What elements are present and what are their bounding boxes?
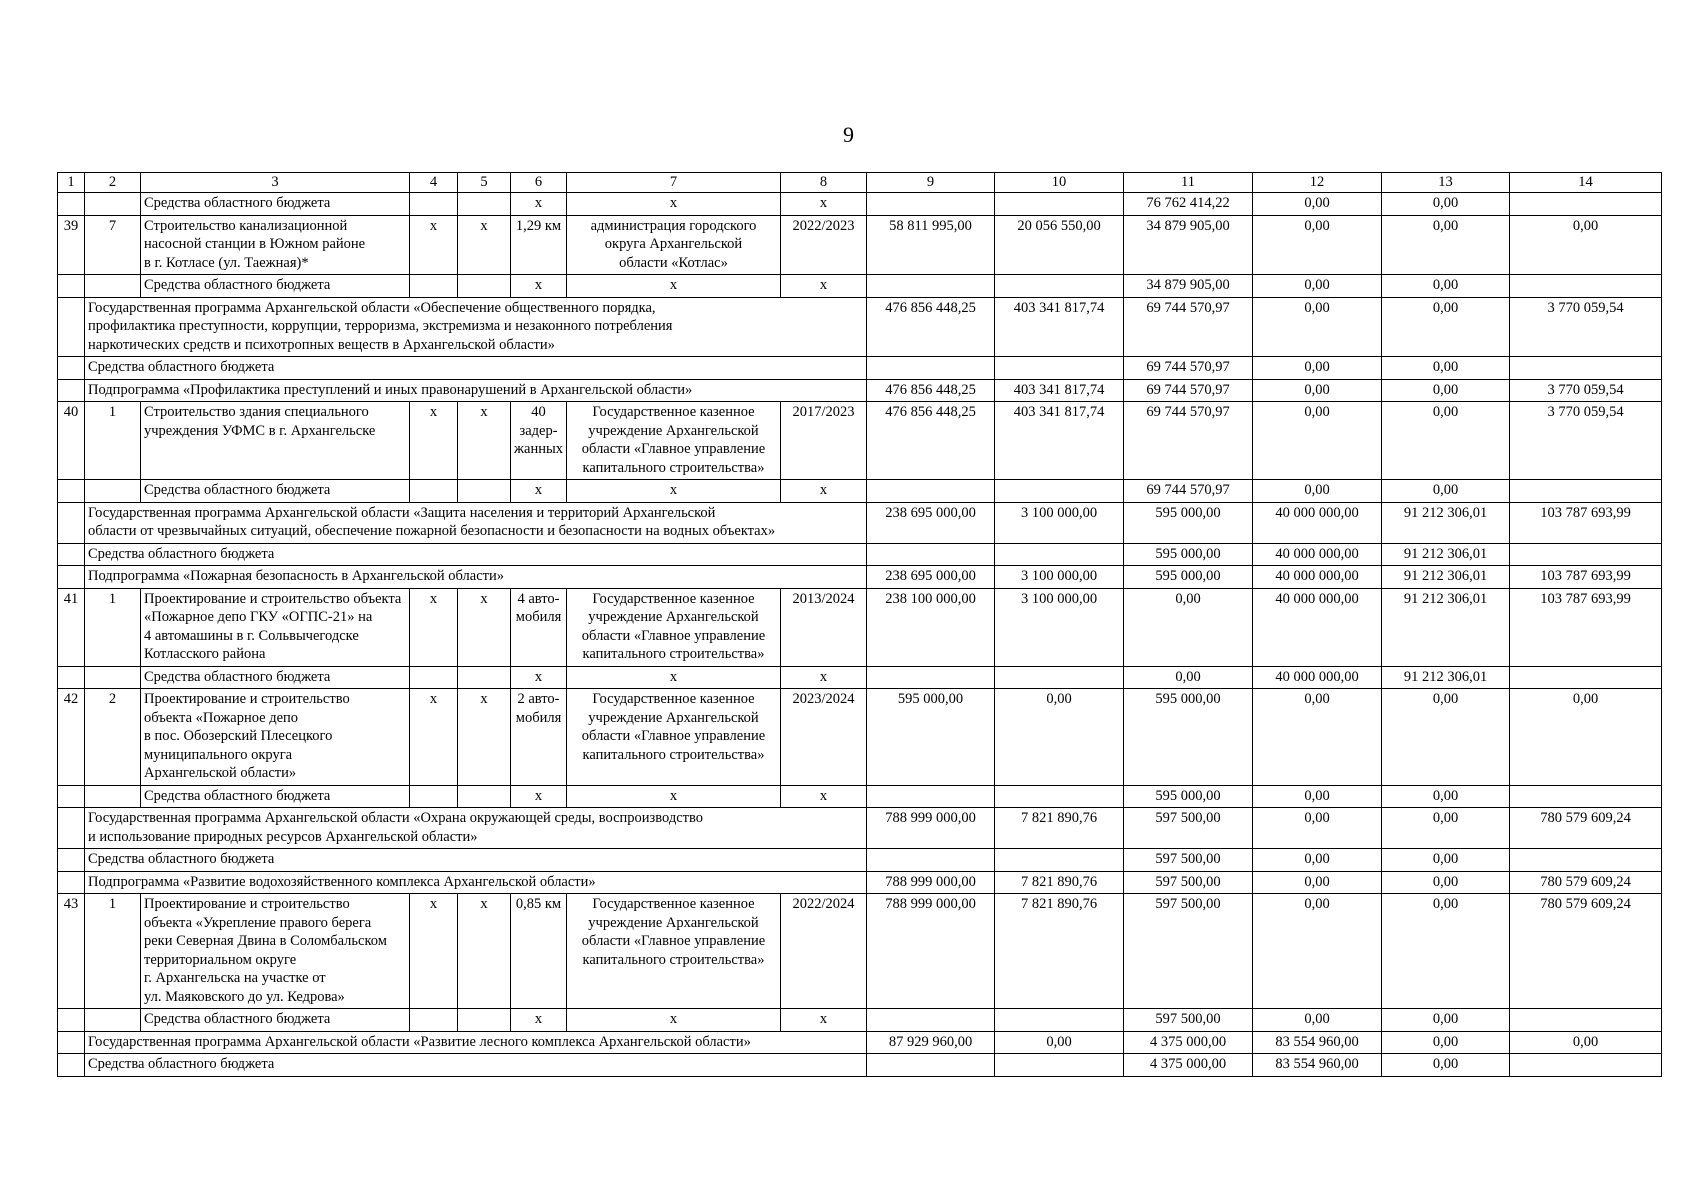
amount-column-9: 87 929 960,00 bbox=[867, 1031, 995, 1054]
column-header: 8 bbox=[781, 173, 867, 193]
column-6-value: х bbox=[511, 1009, 567, 1032]
amount-column-10: 7 821 890,76 bbox=[995, 808, 1124, 849]
amount-column-9: 476 856 448,25 bbox=[867, 297, 995, 357]
column-header: 3 bbox=[141, 173, 410, 193]
empty-cell bbox=[410, 275, 458, 298]
construction-period: 2023/2024 bbox=[781, 689, 867, 786]
column-6-value: х bbox=[511, 666, 567, 689]
column-8-value: х bbox=[781, 1009, 867, 1032]
amount-column-14: 103 787 693,99 bbox=[1510, 588, 1662, 666]
amount-column-11: 34 879 905,00 bbox=[1124, 275, 1253, 298]
empty-cell bbox=[58, 502, 85, 543]
page-number: 9 bbox=[843, 122, 854, 147]
program-title: Подпрограмма «Развитие водохозяйственного комплекса Архангельской области» bbox=[85, 871, 867, 894]
empty-cell bbox=[410, 193, 458, 216]
empty-cell bbox=[410, 785, 458, 808]
amount-column-12: 40 000 000,00 bbox=[1253, 566, 1382, 589]
amount-column-12: 0,00 bbox=[1253, 275, 1382, 298]
amount-column-11: 595 000,00 bbox=[1124, 566, 1253, 589]
regional-budget-row bbox=[58, 849, 1662, 872]
amount-column-10 bbox=[995, 357, 1124, 380]
amount-column-13: 0,00 bbox=[1382, 379, 1510, 402]
column-7-value: х bbox=[567, 666, 781, 689]
amount-column-11: 69 744 570,97 bbox=[1124, 402, 1253, 480]
program-row bbox=[58, 871, 1662, 894]
column-4-value: х bbox=[410, 689, 458, 786]
regional-budget-row bbox=[58, 543, 1662, 566]
program-title: Государственная программа Архангельской области «Защита населения и территорий Архангельской области от чрезвычайных ситуаций, обеспечение пожарной безопасности и безопасности на водных объектах» bbox=[85, 502, 867, 543]
regional-budget-row bbox=[58, 193, 1662, 216]
amount-column-9 bbox=[867, 193, 995, 216]
amount-column-10: 3 100 000,00 bbox=[995, 588, 1124, 666]
amount-column-10: 20 056 550,00 bbox=[995, 215, 1124, 275]
empty-cell bbox=[85, 666, 141, 689]
amount-column-11: 595 000,00 bbox=[1124, 502, 1253, 543]
empty-cell bbox=[58, 275, 85, 298]
empty-cell bbox=[58, 849, 85, 872]
amount-column-11: 597 500,00 bbox=[1124, 849, 1253, 872]
empty-cell bbox=[58, 357, 85, 380]
row-label: Средства областного бюджета bbox=[85, 543, 867, 566]
program-title: Подпрограмма «Пожарная безопасность в Архангельской области» bbox=[85, 566, 867, 589]
capacity-value: 1,29 км bbox=[511, 215, 567, 275]
empty-cell bbox=[58, 785, 85, 808]
column-header: 10 bbox=[995, 173, 1124, 193]
amount-column-11: 69 744 570,97 bbox=[1124, 480, 1253, 503]
program-title: Государственная программа Архангельской области «Развитие лесного комплекса Архангельской области» bbox=[85, 1031, 867, 1054]
amount-column-14 bbox=[1510, 543, 1662, 566]
subitem-number: 1 bbox=[85, 402, 141, 480]
amount-column-12: 0,00 bbox=[1253, 808, 1382, 849]
empty-cell bbox=[458, 193, 511, 216]
column-8-value: х bbox=[781, 275, 867, 298]
empty-cell bbox=[58, 566, 85, 589]
amount-column-14: 103 787 693,99 bbox=[1510, 566, 1662, 589]
amount-column-10: 7 821 890,76 bbox=[995, 871, 1124, 894]
empty-cell bbox=[58, 808, 85, 849]
amount-column-14: 3 770 059,54 bbox=[1510, 297, 1662, 357]
construction-period: 2013/2024 bbox=[781, 588, 867, 666]
program-row bbox=[58, 297, 1662, 357]
amount-column-13: 91 212 306,01 bbox=[1382, 666, 1510, 689]
empty-cell bbox=[410, 480, 458, 503]
amount-column-13: 0,00 bbox=[1382, 1054, 1510, 1077]
amount-column-13: 0,00 bbox=[1382, 193, 1510, 216]
amount-column-11: 69 744 570,97 bbox=[1124, 379, 1253, 402]
column-header: 12 bbox=[1253, 173, 1382, 193]
column-8-value: х bbox=[781, 480, 867, 503]
program-title: Государственная программа Архангельской области «Обеспечение общественного порядка, профилактика преступности, коррупции, терроризма, экстремизма и незаконного потребления наркотических средств и психотропных веществ в Архангельской области» bbox=[85, 297, 867, 357]
amount-column-11: 597 500,00 bbox=[1124, 871, 1253, 894]
amount-column-9 bbox=[867, 1009, 995, 1032]
amount-column-10: 403 341 817,74 bbox=[995, 379, 1124, 402]
amount-column-12: 83 554 960,00 bbox=[1253, 1031, 1382, 1054]
amount-column-11: 597 500,00 bbox=[1124, 1009, 1253, 1032]
column-5-value: х bbox=[458, 894, 511, 1009]
amount-column-12: 0,00 bbox=[1253, 215, 1382, 275]
amount-column-10 bbox=[995, 193, 1124, 216]
amount-column-14: 103 787 693,99 bbox=[1510, 502, 1662, 543]
amount-column-10 bbox=[995, 785, 1124, 808]
empty-cell bbox=[58, 666, 85, 689]
empty-cell bbox=[85, 275, 141, 298]
column-6-value: х bbox=[511, 275, 567, 298]
amount-column-11: 69 744 570,97 bbox=[1124, 357, 1253, 380]
column-6-value: х bbox=[511, 785, 567, 808]
amount-column-13: 0,00 bbox=[1382, 689, 1510, 786]
amount-column-9 bbox=[867, 666, 995, 689]
amount-column-12: 0,00 bbox=[1253, 1009, 1382, 1032]
empty-cell bbox=[58, 543, 85, 566]
object-name: Строительство канализационной насосной станции в Южном районе в г. Котласе (ул. Таежная)* bbox=[141, 215, 410, 275]
amount-column-12: 40 000 000,00 bbox=[1253, 588, 1382, 666]
object-row bbox=[58, 215, 1662, 275]
amount-column-10: 7 821 890,76 bbox=[995, 894, 1124, 1009]
column-6-value: х bbox=[511, 193, 567, 216]
capacity-value: 4 авто- мобиля bbox=[511, 588, 567, 666]
amount-column-9 bbox=[867, 785, 995, 808]
row-label: Средства областного бюджета bbox=[141, 480, 410, 503]
column-7-value: х bbox=[567, 275, 781, 298]
customer-name: администрация городского округа Архангельской области «Котлас» bbox=[567, 215, 781, 275]
column-header: 4 bbox=[410, 173, 458, 193]
amount-column-10 bbox=[995, 275, 1124, 298]
program-title: Государственная программа Архангельской области «Охрана окружающей среды, воспроизводство и использование природных ресурсов Архангельской области» bbox=[85, 808, 867, 849]
row-label: Средства областного бюджета bbox=[85, 357, 867, 380]
column-header: 5 bbox=[458, 173, 511, 193]
column-number-header-row bbox=[58, 173, 1662, 193]
column-4-value: х bbox=[410, 215, 458, 275]
amount-column-10 bbox=[995, 1009, 1124, 1032]
column-8-value: х bbox=[781, 193, 867, 216]
subitem-number: 7 bbox=[85, 215, 141, 275]
row-number: 41 bbox=[58, 588, 85, 666]
amount-column-11: 597 500,00 bbox=[1124, 894, 1253, 1009]
amount-column-14 bbox=[1510, 357, 1662, 380]
amount-column-11: 0,00 bbox=[1124, 588, 1253, 666]
amount-column-9 bbox=[867, 543, 995, 566]
amount-column-11: 595 000,00 bbox=[1124, 785, 1253, 808]
column-6-value: х bbox=[511, 480, 567, 503]
amount-column-14: 780 579 609,24 bbox=[1510, 808, 1662, 849]
empty-cell bbox=[58, 1054, 85, 1077]
amount-column-9: 58 811 995,00 bbox=[867, 215, 995, 275]
object-name: Проектирование и строительство объекта «Укрепление правого берега реки Северная Двина в Соломбальском территориальном округе г. Архангельска на участке от ул. Маяковского до ул. Кедрова» bbox=[141, 894, 410, 1009]
empty-cell bbox=[58, 1009, 85, 1032]
object-name: Проектирование и строительство объекта «Пожарное депо ГКУ «ОГПС-21» на 4 автомашины в г. Сольвычегодске Котласского района bbox=[141, 588, 410, 666]
row-number: 39 bbox=[58, 215, 85, 275]
amount-column-12: 0,00 bbox=[1253, 871, 1382, 894]
empty-cell bbox=[458, 666, 511, 689]
row-label: Средства областного бюджета bbox=[141, 193, 410, 216]
amount-column-12: 0,00 bbox=[1253, 480, 1382, 503]
row-number: 40 bbox=[58, 402, 85, 480]
amount-column-10 bbox=[995, 849, 1124, 872]
amount-column-10: 3 100 000,00 bbox=[995, 566, 1124, 589]
row-label: Средства областного бюджета bbox=[141, 1009, 410, 1032]
column-5-value: х bbox=[458, 689, 511, 786]
amount-column-13: 0,00 bbox=[1382, 785, 1510, 808]
amount-column-13: 0,00 bbox=[1382, 849, 1510, 872]
customer-name: Государственное казенное учреждение Архангельской области «Главное управление капитального строительства» bbox=[567, 894, 781, 1009]
construction-period: 2017/2023 bbox=[781, 402, 867, 480]
amount-column-9 bbox=[867, 275, 995, 298]
amount-column-14 bbox=[1510, 849, 1662, 872]
amount-column-12: 40 000 000,00 bbox=[1253, 502, 1382, 543]
capacity-value: 40 задер- жанных bbox=[511, 402, 567, 480]
amount-column-11: 4 375 000,00 bbox=[1124, 1031, 1253, 1054]
amount-column-9 bbox=[867, 357, 995, 380]
column-5-value: х bbox=[458, 402, 511, 480]
column-header: 9 bbox=[867, 173, 995, 193]
column-8-value: х bbox=[781, 666, 867, 689]
amount-column-12: 0,00 bbox=[1253, 689, 1382, 786]
amount-column-10: 403 341 817,74 bbox=[995, 297, 1124, 357]
amount-column-13: 0,00 bbox=[1382, 357, 1510, 380]
amount-column-9: 238 695 000,00 bbox=[867, 566, 995, 589]
column-7-value: х bbox=[567, 785, 781, 808]
amount-column-14: 0,00 bbox=[1510, 689, 1662, 786]
column-7-value: х bbox=[567, 193, 781, 216]
amount-column-14 bbox=[1510, 193, 1662, 216]
amount-column-11: 597 500,00 bbox=[1124, 808, 1253, 849]
amount-column-12: 0,00 bbox=[1253, 402, 1382, 480]
regional-budget-row bbox=[58, 357, 1662, 380]
column-header: 6 bbox=[511, 173, 567, 193]
empty-cell bbox=[58, 480, 85, 503]
amount-column-12: 40 000 000,00 bbox=[1253, 666, 1382, 689]
amount-column-14: 3 770 059,54 bbox=[1510, 379, 1662, 402]
amount-column-12: 0,00 bbox=[1253, 193, 1382, 216]
amount-column-13: 91 212 306,01 bbox=[1382, 502, 1510, 543]
amount-column-13: 0,00 bbox=[1382, 215, 1510, 275]
amount-column-9: 788 999 000,00 bbox=[867, 871, 995, 894]
empty-cell bbox=[85, 785, 141, 808]
row-label: Средства областного бюджета bbox=[141, 785, 410, 808]
construction-period: 2022/2023 bbox=[781, 215, 867, 275]
empty-cell bbox=[410, 1009, 458, 1032]
empty-cell bbox=[458, 785, 511, 808]
customer-name: Государственное казенное учреждение Архангельской области «Главное управление капитального строительства» bbox=[567, 588, 781, 666]
column-8-value: х bbox=[781, 785, 867, 808]
amount-column-12: 0,00 bbox=[1253, 297, 1382, 357]
amount-column-12: 0,00 bbox=[1253, 357, 1382, 380]
amount-column-11: 595 000,00 bbox=[1124, 543, 1253, 566]
column-header: 1 bbox=[58, 173, 85, 193]
amount-column-12: 0,00 bbox=[1253, 379, 1382, 402]
empty-cell bbox=[85, 480, 141, 503]
amount-column-10: 403 341 817,74 bbox=[995, 402, 1124, 480]
amount-column-14: 3 770 059,54 bbox=[1510, 402, 1662, 480]
column-4-value: х bbox=[410, 588, 458, 666]
program-row bbox=[58, 502, 1662, 543]
column-5-value: х bbox=[458, 588, 511, 666]
column-header: 13 bbox=[1382, 173, 1510, 193]
amount-column-13: 0,00 bbox=[1382, 275, 1510, 298]
column-5-value: х bbox=[458, 215, 511, 275]
column-header: 2 bbox=[85, 173, 141, 193]
empty-cell bbox=[458, 480, 511, 503]
object-name: Проектирование и строительство объекта «Пожарное депо в пос. Обозерский Плесецкого муниципального округа Архангельской области» bbox=[141, 689, 410, 786]
amount-column-11: 4 375 000,00 bbox=[1124, 1054, 1253, 1077]
row-number: 43 bbox=[58, 894, 85, 1009]
amount-column-9: 595 000,00 bbox=[867, 689, 995, 786]
capacity-value: 0,85 км bbox=[511, 894, 567, 1009]
program-title: Подпрограмма «Профилактика преступлений и иных правонарушений в Архангельской области» bbox=[85, 379, 867, 402]
amount-column-9 bbox=[867, 480, 995, 503]
amount-column-13: 0,00 bbox=[1382, 1031, 1510, 1054]
amount-column-13: 0,00 bbox=[1382, 297, 1510, 357]
subitem-number: 2 bbox=[85, 689, 141, 786]
empty-cell bbox=[58, 379, 85, 402]
amount-column-13: 91 212 306,01 bbox=[1382, 543, 1510, 566]
column-7-value: х bbox=[567, 1009, 781, 1032]
amount-column-14 bbox=[1510, 480, 1662, 503]
amount-column-9: 238 100 000,00 bbox=[867, 588, 995, 666]
amount-column-10: 3 100 000,00 bbox=[995, 502, 1124, 543]
column-4-value: х bbox=[410, 894, 458, 1009]
amount-column-14: 780 579 609,24 bbox=[1510, 894, 1662, 1009]
empty-cell bbox=[58, 871, 85, 894]
program-row bbox=[58, 808, 1662, 849]
amount-column-13: 0,00 bbox=[1382, 808, 1510, 849]
customer-name: Государственное казенное учреждение Архангельской области «Главное управление капитального строительства» bbox=[567, 689, 781, 786]
amount-column-14 bbox=[1510, 785, 1662, 808]
amount-column-13: 0,00 bbox=[1382, 402, 1510, 480]
amount-column-9: 476 856 448,25 bbox=[867, 379, 995, 402]
column-7-value: х bbox=[567, 480, 781, 503]
amount-column-10 bbox=[995, 543, 1124, 566]
amount-column-13: 0,00 bbox=[1382, 1009, 1510, 1032]
empty-cell bbox=[85, 1009, 141, 1032]
customer-name: Государственное казенное учреждение Архангельской области «Главное управление капитального строительства» bbox=[567, 402, 781, 480]
amount-column-10: 0,00 bbox=[995, 1031, 1124, 1054]
construction-period: 2022/2024 bbox=[781, 894, 867, 1009]
amount-column-9: 476 856 448,25 bbox=[867, 402, 995, 480]
subitem-number: 1 bbox=[85, 588, 141, 666]
program-row bbox=[58, 1031, 1662, 1054]
amount-column-11: 0,00 bbox=[1124, 666, 1253, 689]
program-row bbox=[58, 566, 1662, 589]
amount-column-13: 0,00 bbox=[1382, 871, 1510, 894]
capacity-value: 2 авто- мобиля bbox=[511, 689, 567, 786]
amount-column-10 bbox=[995, 1054, 1124, 1077]
row-number: 42 bbox=[58, 689, 85, 786]
regional-budget-row bbox=[58, 666, 1662, 689]
row-label: Средства областного бюджета bbox=[141, 666, 410, 689]
amount-column-11: 595 000,00 bbox=[1124, 689, 1253, 786]
amount-column-14 bbox=[1510, 275, 1662, 298]
empty-cell bbox=[58, 297, 85, 357]
object-row bbox=[58, 402, 1662, 480]
amount-column-13: 91 212 306,01 bbox=[1382, 566, 1510, 589]
empty-cell bbox=[458, 1009, 511, 1032]
regional-budget-row bbox=[58, 275, 1662, 298]
object-row bbox=[58, 588, 1662, 666]
amount-column-11: 34 879 905,00 bbox=[1124, 215, 1253, 275]
amount-column-14 bbox=[1510, 1054, 1662, 1077]
amount-column-14: 780 579 609,24 bbox=[1510, 871, 1662, 894]
subitem-number: 1 bbox=[85, 894, 141, 1009]
row-label: Средства областного бюджета bbox=[85, 849, 867, 872]
object-row bbox=[58, 894, 1662, 1009]
empty-cell bbox=[458, 275, 511, 298]
regional-budget-row bbox=[58, 1009, 1662, 1032]
amount-column-10: 0,00 bbox=[995, 689, 1124, 786]
amount-column-13: 0,00 bbox=[1382, 480, 1510, 503]
column-4-value: х bbox=[410, 402, 458, 480]
amount-column-11: 69 744 570,97 bbox=[1124, 297, 1253, 357]
regional-budget-row bbox=[58, 785, 1662, 808]
budget-table bbox=[57, 172, 1662, 1077]
amount-column-14: 0,00 bbox=[1510, 1031, 1662, 1054]
amount-column-14: 0,00 bbox=[1510, 215, 1662, 275]
amount-column-9: 238 695 000,00 bbox=[867, 502, 995, 543]
amount-column-9 bbox=[867, 1054, 995, 1077]
amount-column-9: 788 999 000,00 bbox=[867, 894, 995, 1009]
amount-column-14 bbox=[1510, 1009, 1662, 1032]
row-label: Средства областного бюджета bbox=[85, 1054, 867, 1077]
amount-column-9: 788 999 000,00 bbox=[867, 808, 995, 849]
amount-column-10 bbox=[995, 666, 1124, 689]
amount-column-14 bbox=[1510, 666, 1662, 689]
column-header: 11 bbox=[1124, 173, 1253, 193]
empty-cell bbox=[410, 666, 458, 689]
column-header: 14 bbox=[1510, 173, 1662, 193]
program-row bbox=[58, 379, 1662, 402]
amount-column-12: 0,00 bbox=[1253, 894, 1382, 1009]
amount-column-12: 0,00 bbox=[1253, 785, 1382, 808]
amount-column-13: 0,00 bbox=[1382, 894, 1510, 1009]
object-name: Строительство здания специального учреждения УФМС в г. Архангельске bbox=[141, 402, 410, 480]
amount-column-12: 83 554 960,00 bbox=[1253, 1054, 1382, 1077]
amount-column-12: 40 000 000,00 bbox=[1253, 543, 1382, 566]
amount-column-11: 76 762 414,22 bbox=[1124, 193, 1253, 216]
amount-column-13: 91 212 306,01 bbox=[1382, 588, 1510, 666]
amount-column-10 bbox=[995, 480, 1124, 503]
object-row bbox=[58, 689, 1662, 786]
amount-column-12: 0,00 bbox=[1253, 849, 1382, 872]
empty-cell bbox=[85, 193, 141, 216]
empty-cell bbox=[58, 193, 85, 216]
row-label: Средства областного бюджета bbox=[141, 275, 410, 298]
empty-cell bbox=[58, 1031, 85, 1054]
regional-budget-row bbox=[58, 1054, 1662, 1077]
amount-column-9 bbox=[867, 849, 995, 872]
regional-budget-row bbox=[58, 480, 1662, 503]
column-header: 7 bbox=[567, 173, 781, 193]
